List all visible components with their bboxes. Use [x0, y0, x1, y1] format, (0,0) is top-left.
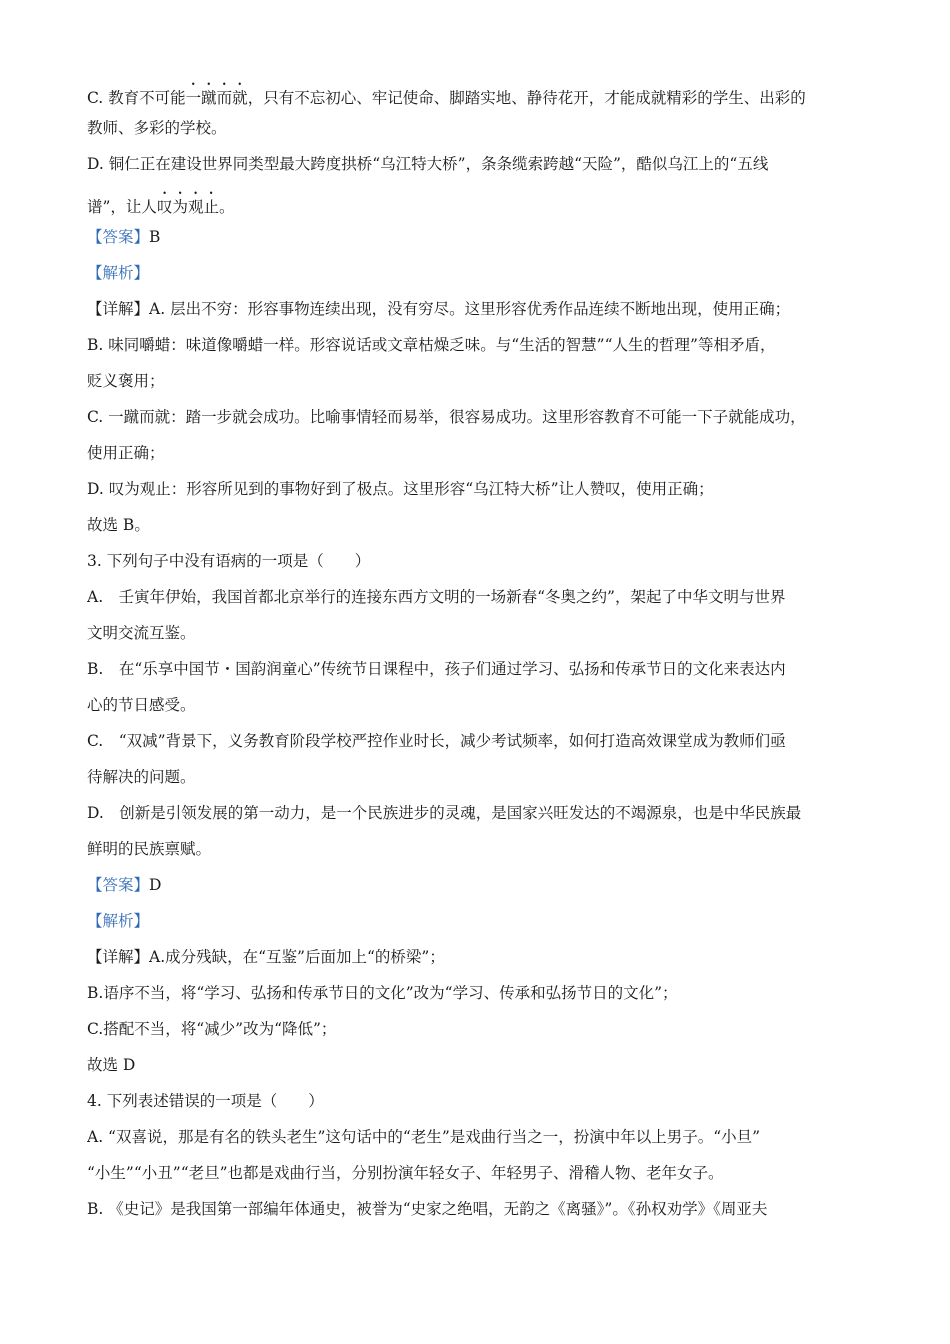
detail-line: 【详解】A. 层出不穷：形容事物连续出现，没有穷尽。这里形容优秀作品连续不断地出现，使用正确； [87, 300, 791, 318]
text-line: 教师、多彩的学校。 [87, 119, 227, 137]
text-line: 鲜明的民族禀赋。 [87, 840, 212, 858]
text-line: B. 味同嚼蜡：味道像嚼蜡一样。形容说话或文章枯燥乏味。与“生活的智慧”“人生的哲理”等相矛盾， [87, 336, 776, 354]
detail-line: 【详解】A.成分残缺，在“互鉴”后面加上“的桥梁”； [87, 948, 445, 966]
option-a-line: A. 壬寅年伊始，我国首都北京举行的连接东西方文明的一场新春“冬奥之约”，架起了中华文明与世界 [87, 588, 786, 606]
text-line: 贬义褒用； [87, 372, 165, 390]
option-a-line: A. “双喜说，那是有名的铁头老生”这句话中的“老生”是戏曲行当之一，扮演中年以上男子。“小旦” [87, 1128, 761, 1146]
text-line: C.搭配不当，将“减少”改为“降低”； [87, 1020, 337, 1038]
text-line: 故选 B。 [87, 516, 150, 534]
text-line: 谱”，让人叹为观止。 [87, 198, 235, 216]
option-c-line: C. 教育不可能一蹴而就，只有不忘初心、牢记使命、脚踏实地、静待花开，才能成就精彩的学生、出彩的 [87, 89, 806, 107]
text-line: D. 叹为观止：形容所见到的事物好到了极点。这里形容“乌江特大桥”让人赞叹，使用正确； [87, 480, 714, 498]
text-line: B.语序不当，将“学习、弘扬和传承节日的文化”改为“学习、传承和弘扬节日的文化”； [87, 984, 678, 1002]
detail-tag: 【详解】 [87, 948, 150, 966]
analysis-tag: 【解析】 [87, 264, 150, 282]
text-line: 使用正确； [87, 444, 165, 462]
analysis-tag-line [87, 910, 867, 932]
option-b-line: B. 在“乐享中国节・国韵润童心”传统节日课程中，孩子们通过学习、弘扬和传承节日的文化来表达内 [87, 660, 786, 678]
text-line: “小生”“小丑”“老旦”也都是戏曲行当，分别扮演年轻女子、年轻男子、滑稽人物、老年女子。 [87, 1164, 724, 1182]
question-3-title: 3. 下列句子中没有语病的一项是（ ） [87, 552, 371, 570]
answer-line: 【答案】D [87, 876, 162, 894]
question-4-title: 4. 下列表述错误的一项是（ ） [87, 1092, 324, 1110]
option-b-line: B. 《史记》是我国第一部编年体通史，被誉为“史家之绝唱，无韵之《离骚》”。《孙权劝学》《周亚夫 [87, 1200, 768, 1218]
analysis-tag-line [87, 262, 867, 284]
text-line: 待解决的问题。 [87, 768, 196, 786]
emphasized-idiom: 叹为观止 [156, 198, 219, 216]
option-d-line: D. 铜仁正在建设世界同类型最大跨度拱桥“乌江特大桥”，条条缆索跨越“天险”，酷似乌江上的“五线 [87, 155, 769, 173]
text-line: C. 一蹴而就：踏一步就会成功。比喻事情轻而易举，很容易成功。这里形容教育不可能一下子就能成功， [87, 408, 806, 426]
analysis-tag: 【解析】 [87, 912, 150, 930]
answer-tag: 【答案】 [87, 876, 150, 894]
text-line: 故选 D [87, 1056, 136, 1074]
option-c-line: C. “双减”背景下，义务教育阶段学校严控作业时长，减少考试频率，如何打造高效课堂成为教师们亟 [87, 732, 786, 750]
detail-tag: 【详解】 [87, 300, 150, 318]
option-d-line: D. 创新是引领发展的第一动力，是一个民族进步的灵魂，是国家兴旺发达的不竭源泉，也是中华民族最 [87, 804, 802, 822]
text-line: 心的节日感受。 [87, 696, 196, 714]
answer-tag: 【答案】 [87, 228, 150, 246]
emphasized-idiom: 一蹴而就 [185, 89, 248, 107]
answer-line: 【答案】B [87, 228, 161, 246]
text-line: 文明交流互鉴。 [87, 624, 196, 642]
